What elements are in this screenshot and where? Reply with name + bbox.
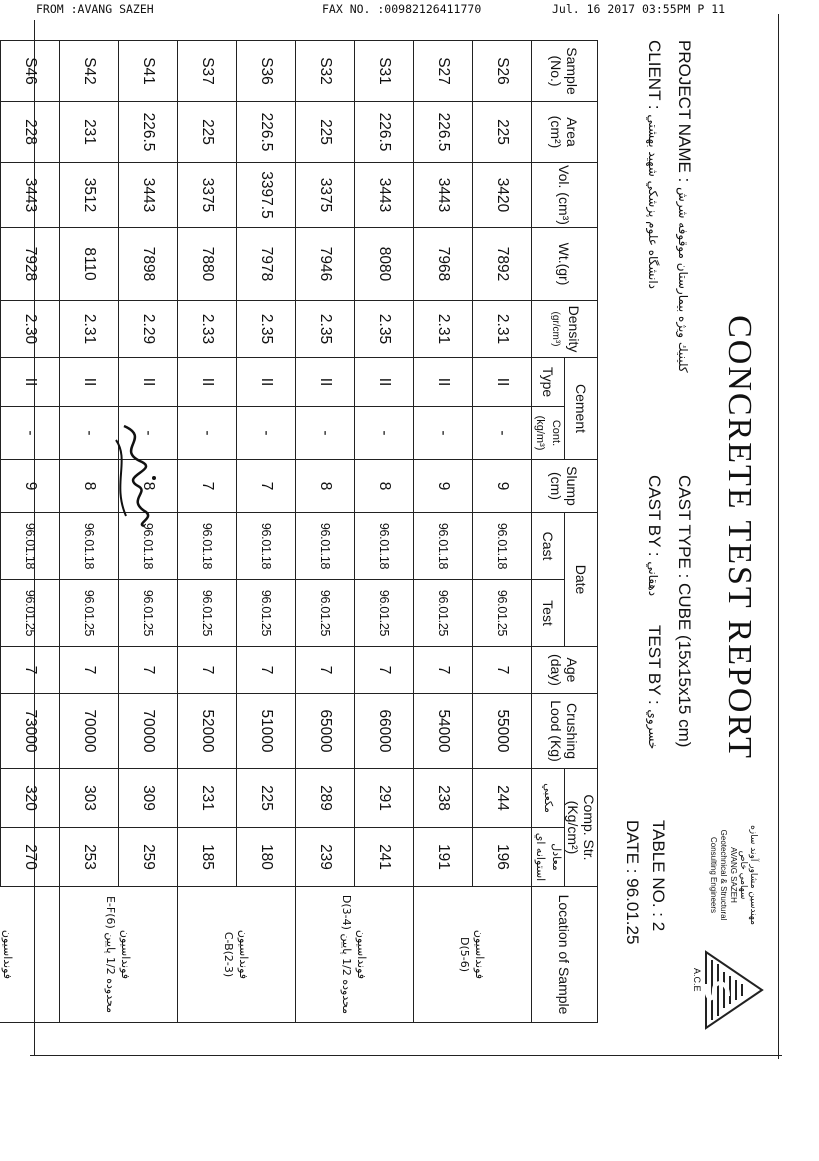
- cell-cast: 96.01.18: [414, 513, 473, 580]
- test-by-label: TEST BY :: [645, 625, 664, 705]
- company-logo: [674, 800, 764, 1040]
- cell-cast: 96.01.18: [60, 513, 119, 580]
- cell-vol: 3443: [355, 163, 414, 228]
- cell-sample: S26: [473, 41, 532, 102]
- rotated-page: [1, 20, 776, 1055]
- cell-vol: 3420: [473, 163, 532, 228]
- cell-area: 225: [473, 102, 532, 163]
- cell-vol: 3443: [414, 163, 473, 228]
- col-comp: Comp. Str. (Kg/cm²): [565, 769, 598, 887]
- cell-slump: 7: [237, 460, 296, 513]
- cell-cont: -: [178, 407, 237, 460]
- cell-cube: 303: [60, 769, 119, 828]
- cell-cont: -: [60, 407, 119, 460]
- cell-load: 51000: [237, 694, 296, 769]
- cell-vol: 3512: [60, 163, 119, 228]
- cast-by-row: [644, 475, 664, 596]
- table-row: [60, 41, 119, 1023]
- col-date: Date: [565, 513, 598, 647]
- cell-cast: 96.01.18: [1, 513, 60, 580]
- cell-type: II: [60, 358, 119, 407]
- table-body: [0, 41, 532, 1023]
- table-row: [237, 41, 296, 1023]
- cell-cyl: 191: [414, 828, 473, 887]
- cell-cyl: [0, 828, 1, 887]
- cell-age: 7: [1, 647, 60, 694]
- client-label: CLIENT :: [645, 40, 664, 110]
- cell-cast: 96.01.18: [119, 513, 178, 580]
- cell-location: [414, 887, 532, 1023]
- cell-test: 96.01.25: [237, 580, 296, 647]
- cell-cont: -: [414, 407, 473, 460]
- report-document: [1, 20, 776, 1055]
- cell-wt: 7880: [178, 228, 237, 301]
- cell-wt: 7928: [1, 228, 60, 301]
- table-row: [0, 41, 1, 1023]
- project-name-row: [674, 40, 694, 373]
- table-row: [119, 41, 178, 1023]
- cell-density: 2.31: [473, 301, 532, 358]
- cell-sample: S36: [237, 41, 296, 102]
- cell-wt: 7968: [414, 228, 473, 301]
- cell-sample: S27: [414, 41, 473, 102]
- test-results-table: [0, 40, 598, 1023]
- logo-fa-sub: سهامي خاص: [738, 850, 748, 900]
- page-border-right: [778, 14, 779, 1059]
- col-cement: Cement: [565, 358, 598, 460]
- cell-test: 96.01.25: [414, 580, 473, 647]
- density-unit: (gr/cm³): [550, 311, 561, 347]
- cell-test: 96.01.25: [60, 580, 119, 647]
- cell-slump: 7: [178, 460, 237, 513]
- cell-age: 7: [237, 647, 296, 694]
- cell-vol: 3375: [296, 163, 355, 228]
- col-comp-cyl: معادل استوانه اي: [532, 828, 565, 887]
- cell-type: II: [296, 358, 355, 407]
- cell-test: 96.01.25: [119, 580, 178, 647]
- cell-cyl: 270: [1, 828, 60, 887]
- cell-slump: 8: [296, 460, 355, 513]
- test-by-row: [644, 625, 664, 749]
- cell-load: 73000: [1, 694, 60, 769]
- cell-cyl: 185: [178, 828, 237, 887]
- project-name-value: كلينيك ويژه بيمارستان موقوفه شرش: [676, 187, 690, 373]
- cell-density: [0, 301, 1, 358]
- fax-from: FROM :AVANG SAZEH: [36, 2, 154, 16]
- table-row: [178, 41, 237, 1023]
- client-row: [644, 40, 664, 289]
- fax-number: FAX NO. :00982126411770: [322, 2, 482, 16]
- cell-area: 226.5: [237, 102, 296, 163]
- cell-area: 226.5: [355, 102, 414, 163]
- client-value: دانشگاه علوم پزشكي شهيد بهشتي: [646, 114, 660, 289]
- cell-cube: 238: [414, 769, 473, 828]
- cell-density: 2.31: [414, 301, 473, 358]
- cell-location: [178, 887, 296, 1023]
- cell-type: II: [178, 358, 237, 407]
- table-row: [355, 41, 414, 1023]
- page-border-bottom: [30, 1055, 782, 1056]
- cell-cube: 231: [178, 769, 237, 828]
- cell-type: II: [473, 358, 532, 407]
- cell-vol: [0, 163, 1, 228]
- cell-slump: 9: [1, 460, 60, 513]
- cell-cyl: 180: [237, 828, 296, 887]
- cell-sample: S46: [1, 41, 60, 102]
- cell-area: 225: [296, 102, 355, 163]
- cell-sample: S37: [178, 41, 237, 102]
- cell-test: 96.01.25: [178, 580, 237, 647]
- cell-sample: S41: [119, 41, 178, 102]
- col-cement-cont: Cont. (kg/m³): [532, 407, 565, 460]
- cell-density: 2.31: [60, 301, 119, 358]
- cell-load: 65000: [296, 694, 355, 769]
- location-line: فونداسيون: [1, 929, 15, 980]
- cell-load: 52000: [178, 694, 237, 769]
- col-location: Location of Sample: [532, 887, 598, 1023]
- cast-by-value: دهقاني: [646, 561, 660, 597]
- cell-cast: 96.01.18: [296, 513, 355, 580]
- cell-age: 7: [296, 647, 355, 694]
- location-line: محدوده 1/2 پايين E-F(6): [104, 896, 118, 1013]
- cell-density: 2.30: [1, 301, 60, 358]
- cell-age: 7: [178, 647, 237, 694]
- col-comp-cube: مكعبي: [532, 769, 565, 828]
- cell-wt: 8110: [60, 228, 119, 301]
- cell-location: [296, 887, 414, 1023]
- col-slump: Slump (cm): [532, 460, 598, 513]
- cell-load: [0, 694, 1, 769]
- cell-age: 7: [60, 647, 119, 694]
- cell-vol: 3375: [178, 163, 237, 228]
- handwritten-signature: [106, 420, 166, 530]
- cell-density: 2.35: [296, 301, 355, 358]
- cell-slump: 8: [355, 460, 414, 513]
- cell-cyl: 253: [60, 828, 119, 887]
- cell-area: [0, 102, 1, 163]
- cell-area: 225: [178, 102, 237, 163]
- cell-cast: [0, 513, 1, 580]
- cell-age: [0, 647, 1, 694]
- cell-slump: 9: [414, 460, 473, 513]
- table-row: [473, 41, 532, 1023]
- cell-cont: -: [355, 407, 414, 460]
- cell-cube: 309: [119, 769, 178, 828]
- logo-fa-name: مهندسين مشاور آوند سازه: [748, 825, 758, 925]
- cell-cube: 320: [1, 769, 60, 828]
- cell-sample: S32: [296, 41, 355, 102]
- cell-age: 7: [355, 647, 414, 694]
- cell-cont: [0, 407, 1, 460]
- location-line: C-B(2-3): [222, 931, 236, 978]
- cell-cont: -: [296, 407, 355, 460]
- cell-load: 55000: [473, 694, 532, 769]
- cell-density: 2.33: [178, 301, 237, 358]
- cell-cyl: 241: [355, 828, 414, 887]
- cell-age: 7: [414, 647, 473, 694]
- cell-area: 228: [1, 102, 60, 163]
- cell-type: II: [1, 358, 60, 407]
- cell-cast: 96.01.18: [355, 513, 414, 580]
- cell-wt: 7978: [237, 228, 296, 301]
- cell-cyl: 259: [119, 828, 178, 887]
- cell-cast: 96.01.18: [178, 513, 237, 580]
- location-line: D(5-6): [458, 936, 472, 973]
- cell-density: 2.35: [237, 301, 296, 358]
- cell-type: II: [414, 358, 473, 407]
- cell-cont: -: [119, 407, 178, 460]
- project-name-label: PROJECT NAME :: [675, 40, 694, 183]
- cell-type: II: [355, 358, 414, 407]
- cell-area: 231: [60, 102, 119, 163]
- cell-wt: 7892: [473, 228, 532, 301]
- cell-slump: 8: [60, 460, 119, 513]
- cast-by-label: CAST BY :: [645, 475, 664, 557]
- cell-slump: [0, 460, 1, 513]
- cast-type: CAST TYPE : CUBE (15x15x15 cm): [675, 475, 694, 748]
- col-age: Age (day): [532, 647, 598, 694]
- cell-load: 66000: [355, 694, 414, 769]
- cell-test: 96.01.25: [355, 580, 414, 647]
- col-area: Area (cm²): [532, 102, 598, 163]
- cell-age: 7: [119, 647, 178, 694]
- logo-en-line3: Consulting Engineers: [709, 836, 718, 914]
- report-date: DATE : 96.01.25: [623, 820, 642, 945]
- cell-test: 96.01.25: [296, 580, 355, 647]
- logo-text: [708, 800, 758, 950]
- location-line: فونداسيون: [355, 929, 369, 980]
- cell-wt: [0, 228, 1, 301]
- table-row: [414, 41, 473, 1023]
- cell-cast: 96.01.18: [237, 513, 296, 580]
- report-title: CONCRETE TEST REPORT: [721, 315, 758, 760]
- cell-sample: [0, 41, 1, 102]
- col-vol: Vol. (cm³): [532, 163, 598, 228]
- fax-date-time: Jul. 16 2017 03:55PM P 11: [552, 2, 726, 16]
- cell-location: [60, 887, 178, 1023]
- cell-vol: 3443: [1, 163, 60, 228]
- cell-area: 226.5: [414, 102, 473, 163]
- cell-area: 226.5: [119, 102, 178, 163]
- cell-wt: 8080: [355, 228, 414, 301]
- cell-test: 96.01.25: [473, 580, 532, 647]
- cell-wt: 7898: [119, 228, 178, 301]
- col-date-test: Test: [532, 580, 565, 647]
- table-row: [1, 41, 60, 1023]
- logo-en-line2: Geotechnical & Structural: [719, 829, 728, 921]
- cell-sample: S42: [60, 41, 119, 102]
- cell-cube: 289: [296, 769, 355, 828]
- cell-slump: 8: [119, 460, 178, 513]
- col-date-cast: Cast: [532, 513, 565, 580]
- location-line: فونداسيون: [119, 929, 133, 980]
- cell-cont: -: [237, 407, 296, 460]
- cell-density: 2.35: [355, 301, 414, 358]
- cell-test: 96.01.25: [1, 580, 60, 647]
- logo-abbreviation: A.C.E: [692, 968, 702, 992]
- cell-vol: 3443: [119, 163, 178, 228]
- col-load: Crushing Lood (Kg): [532, 694, 598, 769]
- cell-cont: -: [1, 407, 60, 460]
- col-wt: Wt.(gr): [532, 228, 598, 301]
- cell-cube: 244: [473, 769, 532, 828]
- cell-slump: 9: [473, 460, 532, 513]
- cell-type: II: [119, 358, 178, 407]
- cell-cube: [0, 769, 1, 828]
- logo-en-line1: AVANG SAZEH: [729, 847, 738, 903]
- density-label: Density: [566, 305, 582, 353]
- cell-cube: 291: [355, 769, 414, 828]
- col-sample: Sample (No.): [532, 41, 598, 102]
- cell-location: [0, 887, 60, 1023]
- cell-load: 70000: [119, 694, 178, 769]
- cell-sample: S31: [355, 41, 414, 102]
- cell-type: [0, 358, 1, 407]
- cell-wt: 7946: [296, 228, 355, 301]
- cell-type: II: [237, 358, 296, 407]
- test-by-value: خسروي: [646, 709, 660, 750]
- cell-cyl: 196: [473, 828, 532, 887]
- cell-load: 70000: [60, 694, 119, 769]
- cell-load: 54000: [414, 694, 473, 769]
- cell-test: [0, 580, 1, 647]
- location-line: فونداسيون: [473, 929, 487, 980]
- cell-cube: 225: [237, 769, 296, 828]
- cell-cont: -: [473, 407, 532, 460]
- cell-age: 7: [473, 647, 532, 694]
- cell-cyl: 239: [296, 828, 355, 887]
- table-number: TABLE NO. : 2: [649, 820, 668, 932]
- cell-density: 2.29: [119, 301, 178, 358]
- cell-vol: 3397.5: [237, 163, 296, 228]
- col-density: [532, 301, 598, 358]
- triangle-building-logo-icon: [704, 950, 764, 1030]
- table-row: [296, 41, 355, 1023]
- col-cement-type: Type: [532, 358, 565, 407]
- cell-cast: 96.01.18: [473, 513, 532, 580]
- location-line: محدوده 1/2 پايين D(3-4): [340, 894, 354, 1015]
- location-line: فونداسيون: [237, 929, 251, 980]
